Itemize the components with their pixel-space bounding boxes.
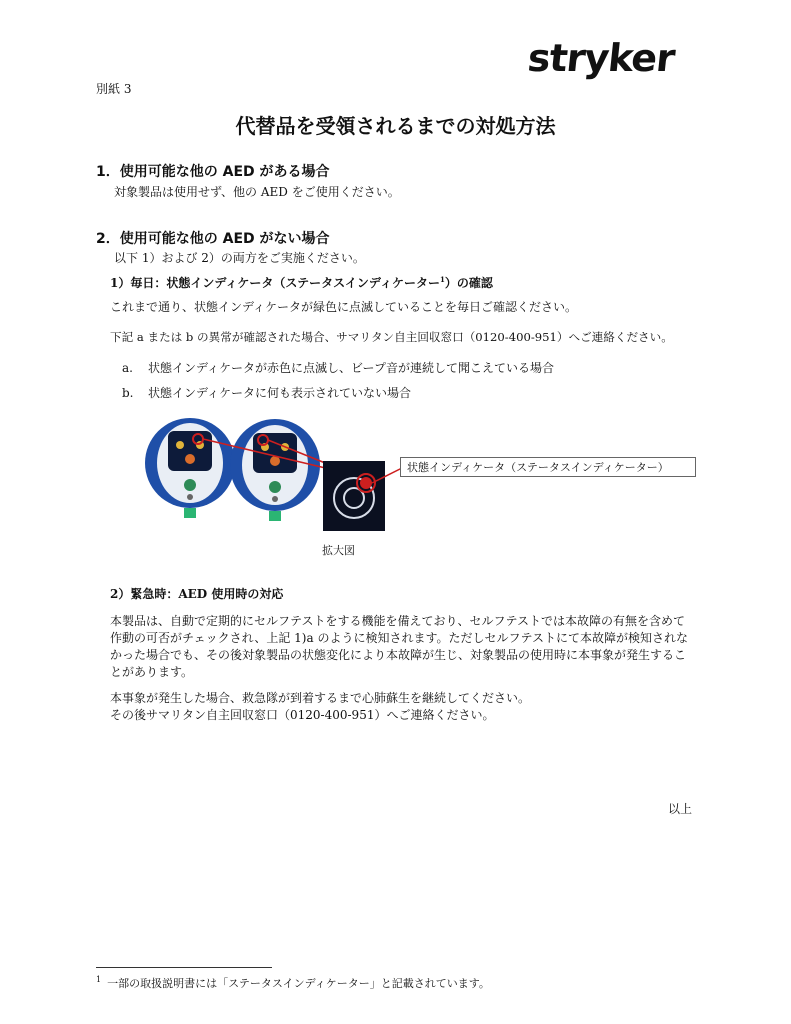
callout-text: 状態インディケータ（ステータスインディケーター） bbox=[407, 461, 669, 474]
sub1-heading-pre: 1）毎日：状態インディケータ（ステータスインディケーター bbox=[110, 276, 440, 290]
footnote-number: 1 bbox=[96, 975, 102, 985]
status-indicator-callout bbox=[400, 457, 696, 477]
sub1-line2: 下記 a または b の異常が確認された場合、サマリタン自主回収窓口（0120-400-951）へご連絡ください。 bbox=[110, 330, 673, 344]
footnote-divider bbox=[96, 967, 272, 968]
footnote bbox=[96, 975, 490, 991]
sub1-heading bbox=[110, 274, 493, 291]
zoom-inset bbox=[323, 461, 385, 531]
sub2-paragraph1: 本製品は、自動で定期的にセルフテストをする機能を備えており、セルフテストでは本故障の有無を含めて作動の可否がチェックされ、上記 1)a のように検知されます。ただしセルフテストにて本故障が検知されなかった場合でも、その後対象製品の状態変化により本故障が生じ、対象製品の使用時に本事象が発生することがあります。 bbox=[110, 614, 689, 679]
list-item-a bbox=[122, 359, 554, 376]
sub1-heading-post: ）の確認 bbox=[444, 276, 493, 290]
sub2-paragraph2-line1: 本事象が発生した場合、救急隊が到着するまで心肺蘇生を継続してください。 bbox=[110, 691, 531, 705]
aed-device-left bbox=[145, 418, 235, 518]
aed-device-right bbox=[230, 419, 320, 521]
list-text: 状態インディケータが赤色に点滅し、ビープ音が連続して聞こえている場合 bbox=[148, 361, 554, 375]
stryker-logo: stryker bbox=[525, 36, 677, 80]
section2-intro: 以下 1）および 2）の両方をご実施ください。 bbox=[114, 251, 365, 265]
sub1-line1: これまで通り、状態インディケータが緑色に点滅していることを毎日ご確認ください。 bbox=[110, 300, 578, 314]
aed-illustration bbox=[140, 413, 410, 543]
zoom-caption: 拡大図 bbox=[322, 544, 355, 557]
sub2-heading: 2）緊急時：AED 使用時の対応 bbox=[110, 587, 284, 601]
sub2-paragraph2-line2: その後サマリタン自主回収窓口（0120-400-951）へご連絡ください。 bbox=[110, 708, 495, 722]
page-title: 代替品を受領されるまでの対処方法 bbox=[235, 114, 556, 138]
closing-text: 以上 bbox=[668, 802, 693, 816]
list-marker: b. bbox=[122, 386, 134, 400]
section1-heading: 1．使用可能な他の AED がある場合 bbox=[96, 164, 330, 180]
list-marker: a. bbox=[122, 361, 133, 375]
section2-heading: 2．使用可能な他の AED がない場合 bbox=[96, 231, 330, 247]
sub1-heading-footnote-ref: 1 bbox=[439, 275, 445, 284]
section1-text: 対象製品は使用せず、他の AED をご使用ください。 bbox=[114, 185, 400, 199]
footnote-text: 一部の取扱説明書には「ステータスインディケーター」と記載されています。 bbox=[107, 977, 490, 990]
list-text: 状態インディケータに何も表示されていない場合 bbox=[148, 386, 412, 400]
list-item-b bbox=[122, 384, 411, 401]
annex-label: 別紙 3 bbox=[96, 82, 132, 96]
